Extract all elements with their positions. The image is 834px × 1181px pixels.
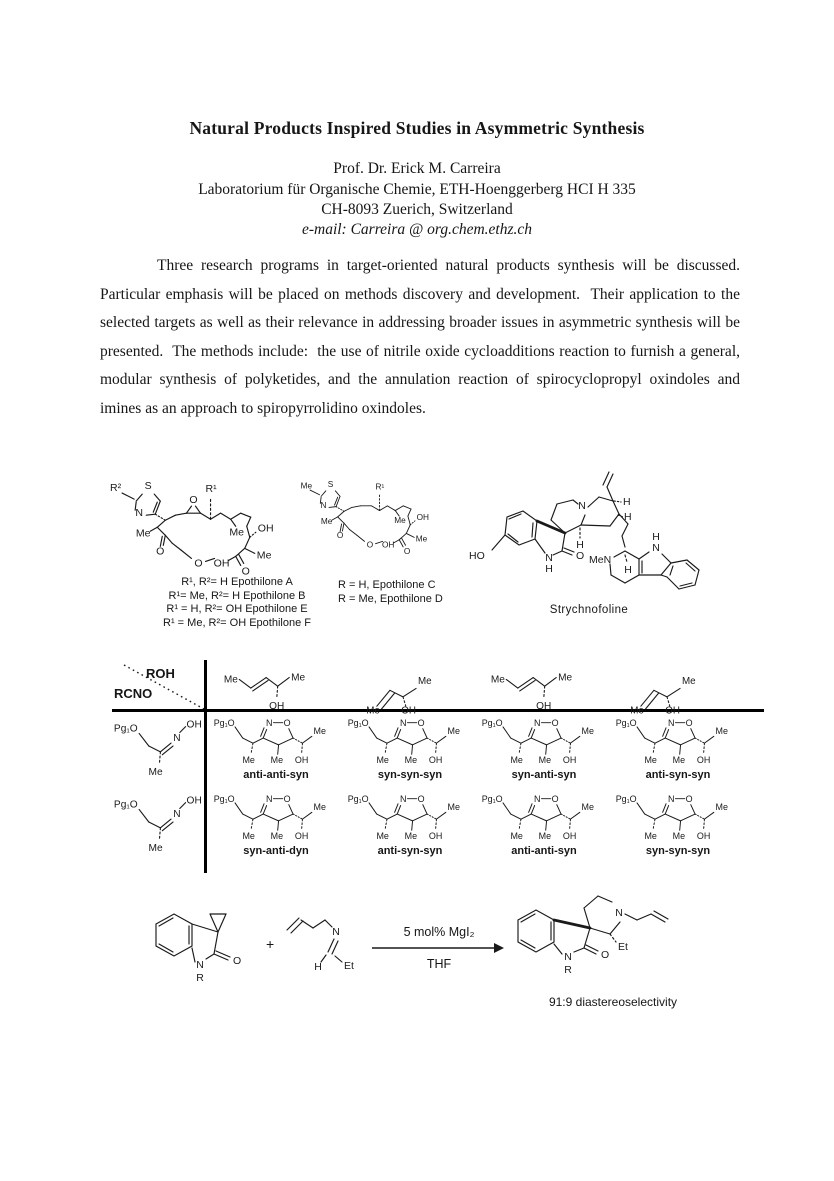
atom-label: R: [564, 964, 572, 976]
atom-label: Me: [148, 767, 163, 778]
atom-label: Pg₁O: [481, 794, 503, 805]
atom-label: OH: [186, 719, 202, 731]
atom-label: Me: [366, 705, 380, 717]
atom-label: OH: [381, 540, 395, 550]
matrix-column-header-2: [360, 666, 446, 716]
address-line: CH-8093 Zuerich, Switzerland: [321, 201, 513, 218]
atom-label: Me: [581, 801, 594, 812]
reaction-arrow: [372, 941, 504, 955]
atom-label: Et: [344, 960, 354, 972]
matrix-column-header-3: [489, 666, 585, 714]
atom-label: Me: [242, 754, 255, 765]
atom-label: Me: [404, 754, 418, 765]
atom-label: Me: [558, 672, 573, 684]
atom-label: Pg₁O: [213, 794, 235, 805]
variant-line: R¹ = H, R²= OH Epothilone E: [166, 603, 308, 616]
substituent-label: R²: [110, 482, 122, 495]
atom-label: R¹: [375, 482, 385, 492]
variant-line: R¹= Me, R²= H Epothilone B: [168, 589, 306, 602]
atom-label: Me: [242, 830, 255, 841]
isoxazoline-structure: [614, 715, 742, 768]
atom-label: N: [135, 507, 143, 520]
atom-label: OH: [428, 754, 443, 765]
atom-label: O: [685, 794, 693, 805]
matrix-column-header-4: [624, 666, 710, 716]
atom-label: OH: [696, 754, 711, 765]
atom-label: O: [189, 494, 198, 507]
matrix-row-header-1: [112, 716, 204, 778]
atom-label: R¹: [205, 483, 217, 496]
atom-label: Pg₁O: [347, 718, 369, 729]
isoxazoline-structure: [480, 791, 608, 844]
atom-label: Me: [223, 674, 238, 686]
matrix-cell: [478, 715, 610, 781]
spirocyclopropyl-oxindole-structure: [148, 892, 260, 992]
atom-label: N: [533, 794, 541, 805]
epoxide-group: [186, 494, 200, 513]
atom-label: H: [624, 511, 632, 523]
atom-label: OH: [294, 830, 309, 841]
stereochemistry-label: syn-syn-syn: [377, 768, 443, 781]
atom-label: O: [576, 550, 585, 562]
atom-label: Pg₁O: [113, 723, 138, 735]
atom-label: O: [194, 557, 203, 570]
atom-label: N: [667, 794, 675, 805]
atom-label: N: [615, 907, 623, 919]
stereochemistry-label: anti-syn-syn: [377, 844, 443, 857]
atom-label: Me: [291, 672, 306, 684]
atom-label: O: [283, 718, 291, 729]
atom-label: Pg₁O: [347, 794, 369, 805]
matrix-corner-roh: ROH: [146, 666, 175, 681]
atom-label: Me: [630, 705, 644, 717]
atom-label: N: [320, 501, 327, 511]
stereochemistry-label: anti-anti-syn: [243, 768, 309, 781]
isoxazoline-structure: [480, 715, 608, 768]
atom-label: Pg₁O: [615, 794, 637, 805]
atom-label: O: [241, 565, 250, 578]
stereochemistry-label: syn-anti-dyn: [243, 844, 309, 857]
atom-label: OH: [562, 830, 577, 841]
atom-label: OH: [269, 701, 285, 713]
atom-label: H: [545, 563, 553, 575]
atom-label: Me: [270, 754, 284, 765]
atom-label: N: [332, 926, 340, 938]
stereochemistry-label: anti-syn-syn: [645, 768, 711, 781]
z-allylic-alcohol-structure: [360, 666, 446, 716]
e-allylic-alcohol-structure: [222, 666, 318, 714]
abstract-paragraph: Three research programs in target-oriented natural products synthesis will be discussed. Particular emphasis will be placed on methods discovery and development. Their application to the selected targets as well as their relevance in addressing broader issues in asymmetric synthesis will be presented. The methods include: the use of nitrile oxide cycloadditions reaction to furnish a general, modular synthesis of polyketides, and the annulation reaction of spirocyclopropyl oxindoles and imines as an approach to spiropyrrolidino oxindoles.: [100, 257, 748, 417]
matrix-cell: [210, 791, 342, 857]
atom-label: Me: [376, 830, 389, 841]
atom-label: S: [144, 480, 152, 493]
atom-label: O: [417, 794, 425, 805]
atom-label: OH: [213, 557, 230, 570]
isoxazoline-structure: [212, 791, 340, 844]
atom-label: OH: [401, 705, 416, 717]
atom-label: OH: [416, 513, 429, 523]
atom-label: Me: [644, 830, 657, 841]
atom-label: Me: [313, 725, 326, 736]
matrix-cell: [210, 715, 342, 781]
matrix-cell: [612, 791, 744, 857]
e-allylic-alcohol-structure: [489, 666, 585, 714]
atom-label: O: [283, 794, 291, 805]
stereochemistry-label: syn-syn-syn: [645, 844, 711, 857]
matrix-cell: [612, 715, 744, 781]
atom-label: Me: [510, 830, 523, 841]
epothilone-structure: [108, 479, 294, 578]
atom-label: N: [564, 951, 572, 963]
atom-label: Me: [404, 830, 418, 841]
reaction-conditions-below: THF: [426, 957, 452, 971]
atom-label: Me: [320, 516, 333, 526]
atom-label: OH: [186, 795, 202, 807]
atom-label: Me: [581, 725, 594, 736]
stereochemistry-label: syn-anti-syn: [511, 768, 577, 781]
strychnofoline-structure: [461, 463, 717, 621]
isoxazoline-structure: [346, 715, 474, 768]
atom-label: H: [623, 496, 631, 508]
matrix-column-header-1: [222, 666, 318, 714]
atom-label: Me: [490, 674, 505, 686]
atom-label: N: [399, 718, 407, 729]
atom-label: O: [403, 546, 411, 556]
atom-label: N: [265, 794, 273, 805]
atom-label: Me: [270, 830, 284, 841]
atom-label: OH: [257, 522, 274, 535]
atom-label: OH: [665, 705, 680, 717]
atom-label: Pg₁O: [213, 718, 235, 729]
oxime-structure: [112, 792, 204, 854]
page-title: Natural Products Inspired Studies in Asymmetric Synthesis: [189, 118, 645, 138]
atom-label: O: [233, 955, 242, 967]
atom-label: S: [327, 479, 334, 489]
atom-label: OH: [562, 754, 577, 765]
atom-label: Me: [447, 725, 460, 736]
atom-label: Me: [681, 675, 696, 687]
atom-label: Me: [538, 830, 552, 841]
epothilone-left-variant-list: [112, 576, 362, 630]
isoxazoline-structure: [212, 715, 340, 768]
atom-label: O: [156, 545, 165, 558]
atom-label: Pg₁O: [113, 799, 138, 811]
atom-label: Et: [618, 941, 628, 953]
atom-label: O: [685, 718, 693, 729]
atom-label: Me: [394, 516, 406, 526]
atom-label: H: [624, 564, 632, 576]
variant-line: R = Me, Epothilone D: [338, 592, 443, 605]
atom-label: H: [576, 539, 584, 551]
atom-label: O: [601, 949, 610, 961]
atom-label: Me: [447, 801, 460, 812]
atom-label: OH: [428, 830, 443, 841]
atom-label: OH: [536, 701, 552, 713]
atom-label: N: [173, 809, 181, 821]
oxime-structure: [112, 716, 204, 778]
matrix-cell: [478, 791, 610, 857]
variant-line: R¹ = Me, R²= OH Epothilone F: [163, 616, 311, 629]
atom-label: O: [336, 531, 344, 541]
allyl-imine-structure: [283, 902, 375, 974]
email-line: e-mail: Carreira @ org.chem.ethz.ch: [301, 221, 533, 238]
matrix-row-header-2: [112, 792, 204, 854]
diastereoselectivity-caption: 91:9 diastereoselectivity: [548, 995, 678, 1009]
matrix-cell: [344, 791, 476, 857]
atom-label: Pg₁O: [481, 718, 503, 729]
atom-label: Me: [644, 754, 657, 765]
strychnofoline-caption: Strychnofoline: [549, 604, 629, 616]
atom-label: OH: [294, 754, 309, 765]
atom-label: H: [652, 531, 660, 543]
atom-label: Me: [715, 801, 728, 812]
atom-label: H: [314, 961, 322, 973]
atom-label: HO: [469, 550, 485, 562]
atom-label: Me: [148, 843, 163, 854]
stereochemistry-label: anti-anti-syn: [511, 844, 577, 857]
matrix-cell: [344, 715, 476, 781]
isoxazoline-structure: [346, 791, 474, 844]
atom-label: Me: [415, 534, 428, 544]
atom-label: O: [417, 718, 425, 729]
spiropyrrolidino-oxindole-structure: [504, 876, 722, 1002]
atom-label: Me: [510, 754, 523, 765]
reaction-conditions-above: 5 mol% MgI₂: [403, 925, 475, 939]
atom-label: O: [551, 794, 559, 805]
author-line: Prof. Dr. Erick M. Carreira: [333, 160, 501, 177]
variant-line: R¹, R²= H Epothilone A: [181, 576, 293, 588]
atom-label: N: [196, 959, 204, 971]
epothilone-cd-structure: [299, 479, 445, 556]
epothilone-right-variant-list: [338, 579, 443, 606]
atom-label: Me: [672, 754, 686, 765]
substituent-label: Me: [300, 481, 313, 491]
atom-label: O: [551, 718, 559, 729]
plus-sign: +: [266, 936, 275, 952]
atom-label: N: [578, 500, 586, 512]
atom-label: R: [196, 972, 204, 984]
atom-label: N: [652, 542, 660, 554]
epothilone-ab-structure: [108, 479, 294, 578]
epothilone-structure: [299, 479, 445, 556]
atom-label: N: [545, 552, 553, 564]
atom-label: Me: [229, 526, 245, 539]
affiliation-line: Laboratorium für Organische Chemie, ETH-Hoenggerberg HCI H 335: [198, 181, 636, 198]
atom-label: Me: [672, 830, 686, 841]
atom-label: Me: [376, 754, 389, 765]
atom-label: Me: [417, 675, 432, 687]
atom-label: Me: [256, 549, 272, 562]
variant-line: R = H, Epothilone C: [338, 579, 436, 591]
matrix-corner-rcno: RCNO: [114, 686, 153, 701]
atom-label: N: [399, 794, 407, 805]
atom-label: N: [667, 718, 675, 729]
atom-label: N: [265, 718, 273, 729]
atom-label: N: [173, 733, 181, 745]
atom-label: Me: [135, 527, 151, 540]
isoxazoline-structure: [614, 791, 742, 844]
atom-label: N: [533, 718, 541, 729]
atom-label: Pg₁O: [615, 718, 637, 729]
atom-label: Me: [313, 801, 326, 812]
matrix-vertical-rule: [204, 660, 207, 873]
atom-label: OH: [696, 830, 711, 841]
z-allylic-alcohol-structure: [624, 666, 710, 716]
atom-label: O: [366, 540, 374, 550]
atom-label: Me: [715, 725, 728, 736]
atom-label: MeN: [589, 554, 612, 566]
atom-label: Me: [538, 754, 552, 765]
